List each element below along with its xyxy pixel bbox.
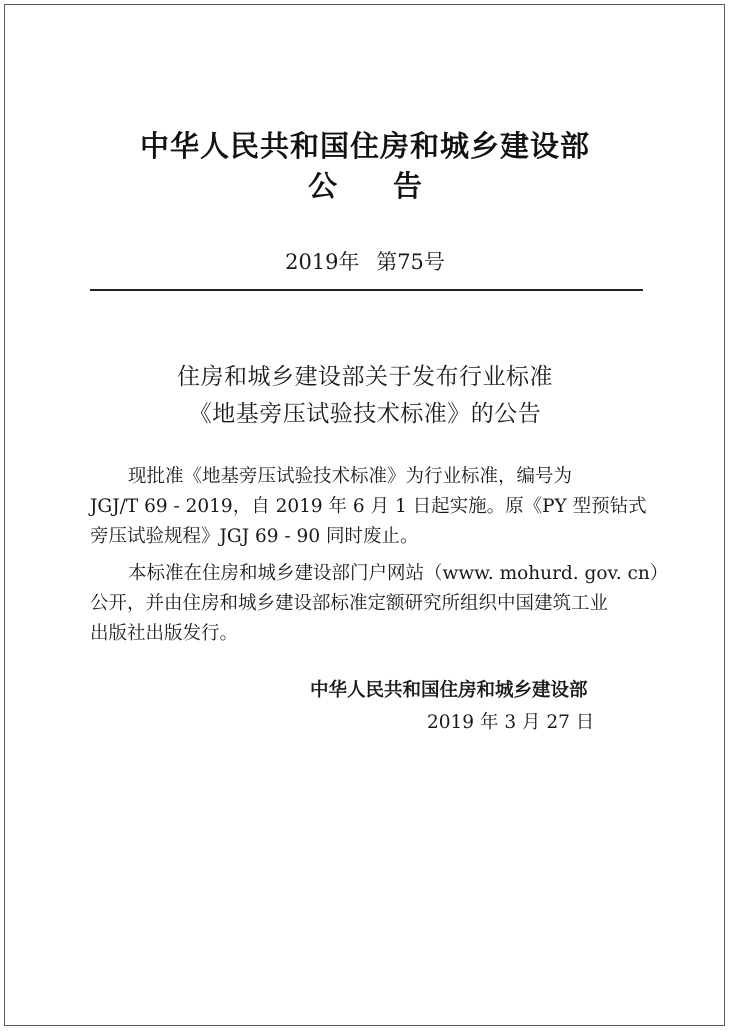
paragraph-publication (90, 559, 669, 649)
paragraph-approval-line-3: 旁压试验规程》JGJ 69 - 90 同时废止。 (90, 526, 419, 547)
notice-title-line-1: 住房和城乡建设部关于发布行业标准 (177, 364, 553, 390)
paragraph-approval-line-2: JGJ/T 69 - 2019，自 2019 年 6 月 1 日起实施。原《PY 型预钻式 (90, 496, 647, 517)
header-divider (90, 289, 643, 291)
paragraph-publication-line-1: 本标准在住房和城乡建设部门户网站（www. mohurd. gov. cn） (128, 563, 669, 584)
issue-number: 2019年 第75号 (285, 250, 445, 274)
issuer-signature: 中华人民共和国住房和城乡建设部 (310, 680, 588, 701)
paragraph-publication-line-2: 公开，并由住房和城乡建设部标准定额研究所组织中国建筑工业 (90, 593, 609, 614)
paragraph-approval-line-1: 现批准《地基旁压试验技术标准》为行业标准，编号为 (128, 466, 573, 487)
paragraph-publication-line-3: 出版社出版发行。 (90, 623, 239, 644)
paragraph-approval (90, 462, 650, 552)
announcement-heading: 公告 (307, 169, 478, 203)
signature-date: 2019 年 3 月 27 日 (427, 712, 595, 733)
ministry-heading: 中华人民共和国住房和城乡建设部 (139, 129, 590, 163)
notice-title-line-2: 《地基旁压试验技术标准》的公告 (188, 401, 542, 427)
